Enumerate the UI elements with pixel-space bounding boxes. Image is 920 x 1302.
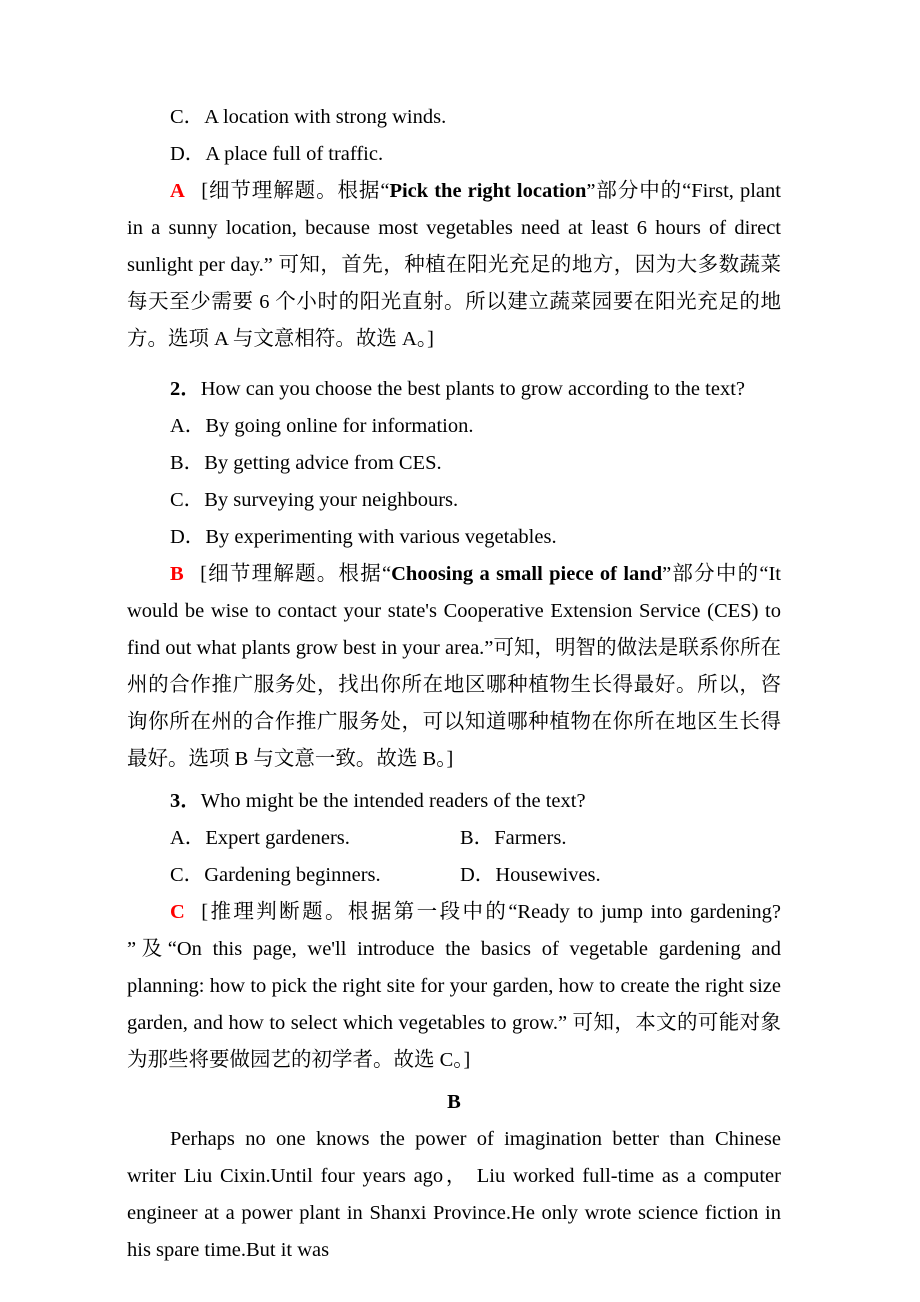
question2-line (127, 371, 781, 408)
q1-option-c-label: C． (170, 106, 205, 128)
q2-option-b (127, 445, 781, 482)
section-b-heading: B (447, 1091, 461, 1113)
question3-block (127, 783, 781, 894)
q3-option-c (170, 857, 460, 894)
question3-number: 3． (170, 790, 201, 812)
q2-option-d-label: D． (170, 526, 206, 548)
q1-option-d (127, 136, 781, 173)
q1-option-c (127, 99, 781, 136)
q2-option-a (127, 408, 781, 445)
q3-options-row-1 (127, 820, 781, 857)
q3-option-b-label: B． (460, 827, 495, 849)
q3-options-row-2 (127, 857, 781, 894)
answer3-letter: C (170, 901, 185, 923)
q3-option-a (170, 820, 460, 857)
answer2-lead: [细节理解题。根据“ (200, 563, 392, 585)
q3-option-a-text: Expert gardeners. (205, 827, 350, 849)
answer2-bold-reference: Choosing a small piece of land (391, 563, 663, 585)
question2-block (127, 371, 781, 556)
q1-option-d-label: D． (170, 143, 206, 165)
q3-option-b (460, 827, 567, 849)
q3-option-d (460, 864, 601, 886)
q2-option-d-text: By experimenting with various vegetables. (205, 526, 557, 548)
question3-text: Who might be the intended readers of the text? (200, 790, 586, 812)
q2-option-a-label: A． (170, 415, 206, 437)
question3-line (127, 783, 781, 820)
q1-option-c-text: A location with strong winds. (204, 106, 447, 128)
q3-option-c-text: Gardening beginners. (204, 864, 381, 886)
answer1-bold-reference: Pick the right location (389, 180, 587, 202)
answer3-explanation (127, 894, 781, 1079)
answer2-letter: B (170, 563, 184, 585)
q2-option-c-text: By surveying your neighbours. (204, 489, 459, 511)
question2-text: How can you choose the best plants to grow according to the text? (200, 378, 745, 400)
q1-option-d-text: A place full of traffic. (205, 143, 384, 165)
q3-option-c-label: C． (170, 864, 205, 886)
answer1-letter: A (170, 180, 185, 202)
q2-option-a-text: By going online for information. (205, 415, 474, 437)
answer1-lead: [细节理解题。根据“ (201, 180, 390, 202)
section-b-passage: Perhaps no one knows the power of imagination better than Chinese writer Liu Cixin.Until four years ago， Liu worked full-time as a computer engineer at a power plant in Shanxi Province.He only wrote science fiction in his spare time.But it was (127, 1128, 781, 1261)
answer2-body: ”部分中的“It would be wise to contact your state's Cooperative Extension Service (CES) to find out what plants grow best in your area.”可知，明智的做法是联系你所在州的合作推广服务处，找出你所在地区哪种植物生长得最好。所以，咨询你所在州的合作推广服务处，可以知道哪种植物在你所在地区生长得最好。选项 B 与文意一致。故选 B。] (127, 563, 781, 770)
answer1-body: ”部分中的“First, plant in a sunny location, because most vegetables need at least 6 hours of direct sunlight per day.” 可知，首先，种植在阳光充足的地方，因为大多数蔬菜每天至少需要 6 个小时的阳光直射。所以建立蔬菜园要在阳光充足的地方。选项 A 与文意相符。故选 A。] (127, 180, 781, 350)
answer3-body: [推理判断题。根据第一段中的“Ready to jump into gardening? ”及“On this page, we'll introduce the basics of vegetable gardening and planning: how to pick the right site for your garden, how to create the right size garden, and how to select which vegetables to grow.” 可知，本文的可能对象为那些将要做园艺的初学者。故选 C。] (127, 901, 781, 1071)
q3-option-a-label: A． (170, 827, 206, 849)
q2-option-b-text: By getting advice from CES. (204, 452, 442, 474)
q2-option-b-label: B． (170, 452, 205, 474)
q3-option-d-text: Housewives. (495, 864, 601, 886)
q2-option-c-label: C． (170, 489, 205, 511)
question2-number: 2． (170, 378, 201, 400)
answer1-explanation (127, 173, 781, 358)
q2-option-d (127, 519, 781, 556)
answer2-explanation (127, 556, 781, 778)
q3-option-d-label: D． (460, 864, 496, 886)
q2-option-c (127, 482, 781, 519)
q3-option-b-text: Farmers. (494, 827, 567, 849)
page-content (127, 99, 781, 1269)
